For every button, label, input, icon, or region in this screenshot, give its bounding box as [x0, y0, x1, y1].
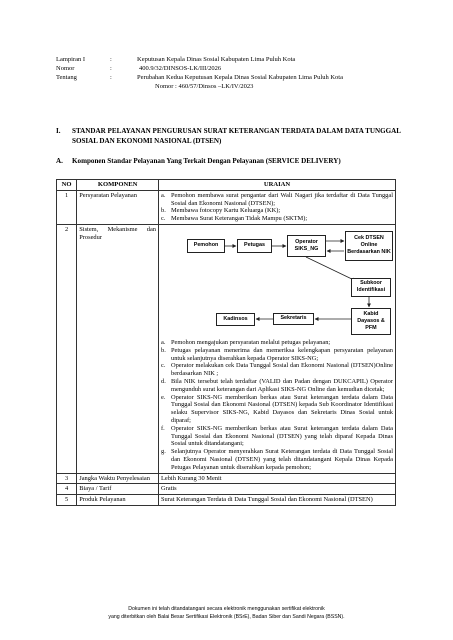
row-number: 4 — [57, 484, 77, 495]
table-row — [57, 224, 396, 473]
flow-box-operator: Operator SIKS_NG — [287, 235, 326, 257]
row-uraian: Gratis — [159, 484, 396, 495]
flow-box-petugas: Petugas — [237, 239, 272, 253]
list-item: c. Operator melakukan cek Data Tunggal Sosial dan Ekonomi Nasional (DTSEN)Online berdasarkan NIK ; — [161, 362, 393, 378]
list-item: a. Pemohon membawa surat pengantar dari Wali Nagari jika terdaftar di Data Tunggal Sosial dan Ekonomi Nasional (DTSEN); — [161, 191, 393, 207]
row-uraian: Surat Keterangan Terdata di Data Tunggal Sosial dan Ekonomi Nasional (DTSEN) — [159, 495, 396, 506]
table-row — [57, 484, 396, 495]
flow-box-pemohon: Pemohon — [187, 239, 225, 253]
row-komponen: Biaya / Tarif — [77, 484, 159, 495]
list-item: e. Operator SIKS-NG memberikan berkas atau Surat keterangan terdata dalam Data Tunggal Sosial dan Ekonomi Nasional (DTSEN) kepada Sub Koordinator Identifikasi selaku Supervisor SIKS-NG, Kabid Dayasos dan Sekretaris Dinas Sosial untuk diparaf; — [161, 393, 393, 424]
footer-line-1: Dokumen ini telah ditandatangani secara elektronik menggunakan sertifikat elektronik — [128, 606, 325, 612]
table-row — [57, 190, 396, 224]
row-number: 5 — [57, 495, 77, 506]
list-item: f. Operator SIKS-NG memberikan berkas atau Surat keterangan terdata dalam Data Tunggal Sosial dan Ekonomi Nasional (DTSEN) yang telah diparaf Kepada Dinas Sosial untuk ditandatangani; — [161, 424, 393, 448]
row-uraian — [159, 224, 396, 473]
list-item: a. Pemohon mengajukan persyaratan melalui petugas pelayanan; — [161, 338, 331, 346]
list-item: b. Membawa fotocopy Kartu Keluarga (KK); — [161, 207, 281, 215]
footer-line-2: yang diterbitkan oleh Balai Besar Sertifikasi Elektronik (BSrE), Badan Siber dan Sandi Negara (BSSN). — [108, 614, 345, 620]
flow-box-cek-dtsen: Cek DTSEN Online Berdasarkan NIK — [345, 231, 393, 261]
list-item: b. Petugas pelayanan menerima dan memeriksa kelengkapan persyaratan pelayanan untuk selanjutnya diserahkan kepada Operator SIKS-NG; — [161, 346, 393, 362]
procedure-flowchart — [161, 229, 393, 337]
document-page: Lampiran I : Keputusan Kepala Dinas Sosial Kabupaten Lima Puluh Kota Nomor : 400.9/32/DINSOS-LK/III/2026 Tentang : Perubahan Kedua Keputusan Kepala Dinas Sosial Kabupaten Lima Puluh Kota Nomor : 460/57/Dinsos –LK/IV/2023 I. STANDAR PELAYANAN PENGURUSAN SURAT KETERANGAN TERDATA DALAM DATA TUNGGAL SOSIAL DAN EKONOMI NASIONAL (DTSEN) A. Komponen Standar Pelayanan Yang Terkait Dengan Pelayanan (SERVICE DELIVERY) NO KOMPONEN URAIAN 1 Persyaratan Pelayanan a. Pemohon membawa surat pengantar dari Wali Nagari jika terdaftar di Data Tunggal Sosial dan Ekonomi Nasional (DTSEN); b. Membawa fotocopy Kartu Keluarga (KK); c. Membawa Surat Keterangan Tidak Mampu (SKTM); 2 Sistem, Mekanisme dan Prosedur Pemohon Petugas Operator SIKS_NG Cek DTSEN Online Berdasarkan NIK Subkoor Identifikasi Kabid Dayasos & PFM Sekretaris Kadinsos a. Pemohon mengajukan persyaratan melalui petugas pelayanan; b. Petugas pelayanan menerima dan memeriksa kelengkapan persyaratan pelayanan untuk selanjutnya diserahkan kepada Operator SIKS-NG; c. Operator melakukan cek Data Tunggal Sosial dan Ekonomi Nasional (DTSEN)Online berdasarkan NIK ; d. Bila NIK tersebut telah terdaftar (VALID dan Padan dengan DUKCAPIL) Operator mengunduh surat keterangan dari Aplikasi SIKS-NG Online dan kemudian dicetak; e. Operator SIKS-NG memberikan berkas atau Surat keterangan terdata dalam Data Tunggal Sosial dan Ekonomi Nasional (DTSEN) kepada Sub Koordinator Identifikasi selaku Supervisor SIKS-NG, Kabid Dayasos dan Sekretaris Dinas Sosial untuk diparaf; f. Operator SIKS-NG memberikan berkas atau Surat keterangan terdata dalam Data Tunggal Sosial dan Ekonomi Nasional (DTSEN) yang telah diparaf Kepada Dinas Sosial untuk ditandatangani; g. Selanjutnya Operator menyerahkan Surat Keterangan terdata di Data Tunggal Sosial dan Ekonomi Nasional (DTSEN) yang telah ditandatangani Kepala Dinas Kepada Petugas Pelayanan untuk diserahkan kepada pemohon; 3 Jangka Waktu Penyelesaian Lebih Kurang 30 Menit 4 Biaya / Tarif Gratis 5 Produk Pelayanan Surat Keterangan Terdata di Data Tunggal Sosial dan Ekonomi Nasional (DTSEN) Dokumen ini telah ditandatangani secara elektronik menggunakan sertifikat elektronik yang diterbitkan oleh Balai Besar Sertifikasi Elektronik (BSrE), Badan Siber dan Sandi Negara (BSSN). — [0, 0, 453, 640]
row-number: 2 — [57, 224, 77, 473]
header-uraian: URAIAN — [159, 180, 396, 191]
row-komponen: Jangka Waktu Penyelesaian — [77, 473, 159, 484]
header-komponen: KOMPONEN — [77, 180, 159, 191]
row-number: 1 — [57, 190, 77, 224]
row-uraian — [159, 190, 396, 224]
list-item: g. Selanjutnya Operator menyerahkan Surat Keterangan terdata di Data Tunggal Sosial dan Ekonomi Nasional (DTSEN) yang telah ditandatangani Kepala Dinas Kepada Petugas Pelayanan untuk diserahkan kepada pemohon; — [161, 448, 393, 471]
row-number: 3 — [57, 473, 77, 484]
table-row — [57, 495, 396, 506]
table-header-row — [57, 180, 396, 191]
table-row — [57, 473, 396, 484]
flow-box-kadinsos: Kadinsos — [216, 313, 255, 326]
flow-box-kabid: Kabid Dayasos & PFM — [351, 308, 391, 335]
row-uraian: Lebih Kurang 30 Menit — [159, 473, 396, 484]
service-standard-table — [56, 179, 396, 506]
list-item: d. Bila NIK tersebut telah terdaftar (VALID dan Padan dengan DUKCAPIL) Operator mengunduh surat keterangan dari Aplikasi SIKS-NG Online dan kemudian dicetak; — [161, 377, 393, 393]
row-komponen: Sistem, Mekanisme dan Prosedur — [77, 224, 159, 473]
row-komponen: Persyaratan Pelayanan — [77, 190, 159, 224]
header-no: NO — [57, 180, 77, 191]
row-komponen: Produk Pelayanan — [77, 495, 159, 506]
subsection-title: A. Komponen Standar Pelayanan Yang Terkait Dengan Pelayanan (SERVICE DELIVERY) — [56, 157, 341, 165]
flow-box-sekretaris: Sekretaris — [273, 313, 314, 325]
list-item: c. Membawa Surat Keterangan Tidak Mampu (SKTM); — [161, 215, 308, 223]
flow-box-subkoor: Subkoor Identifikasi — [351, 278, 391, 297]
